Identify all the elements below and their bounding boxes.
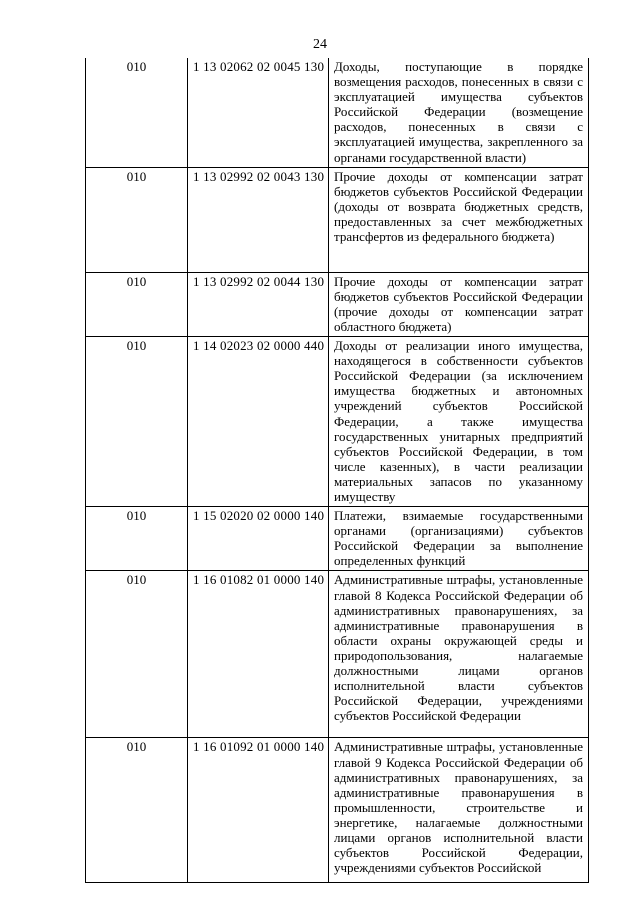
- kbk-code-cell: 1 16 01082 01 0000 140: [188, 571, 329, 738]
- table-row: [86, 738, 589, 883]
- kbk-code-cell: 1 15 02020 02 0000 140: [188, 507, 329, 571]
- kbk-code-cell: 1 16 01092 01 0000 140: [188, 738, 329, 883]
- table-body: [86, 58, 589, 883]
- description-cell: Административные штрафы, установленные главой 9 Кодекса Российской Федерации об административных правонарушениях, за административные правонарушения в промышленности, строительстве и энергетике, налагаемые должностными лицами органов исполнительной власти субъектов Российской Федерации, учреждениями субъектов Российской: [329, 738, 589, 883]
- admin-code-cell: 010: [86, 167, 188, 272]
- description-cell: Платежи, взимаемые государственными органами (организациями) субъектов Российской Федерации за выполнение определенных функций: [329, 507, 589, 571]
- admin-code-cell: 010: [86, 337, 188, 507]
- budget-revenue-codes-table: [85, 58, 589, 883]
- description-cell: Административные штрафы, установленные главой 8 Кодекса Российской Федерации об административных правонарушениях, за административные правонарушения в области охраны окружающей среды и природопользования, налагаемые должностными лицами органов исполнительной власти субъектов Российской Федерации, учреждениями субъектов Российской Федерации: [329, 571, 589, 738]
- description-cell: Прочие доходы от компенсации затрат бюджетов субъектов Российской Федерации (прочие доходы от компенсации затрат областного бюджета): [329, 272, 589, 336]
- admin-code-cell: 010: [86, 507, 188, 571]
- kbk-code-cell: 1 13 02062 02 0045 130: [188, 58, 329, 167]
- kbk-code-cell: 1 13 02992 02 0043 130: [188, 167, 329, 272]
- admin-code-cell: 010: [86, 272, 188, 336]
- table-row: [86, 58, 589, 167]
- table-row: [86, 272, 589, 336]
- table-row: [86, 167, 589, 272]
- description-cell: Доходы, поступающие в порядке возмещения расходов, понесенных в связи с эксплуатацией имущества субъектов Российской Федерации (возмещение расходов, понесенных в связи с эксплуатацией имущества, закрепленного за органами государственной власти): [329, 58, 589, 167]
- description-cell: Доходы от реализации иного имущества, находящегося в собственности субъектов Российской Федерации (за исключением имущества бюджетных и автономных учреждений субъектов Российской Федерации, а также имущества государственных унитарных предприятий субъектов Российской Федерации, в том числе казенных), в части реализации материальных запасов по указанному имуществу: [329, 337, 589, 507]
- table-row: [86, 337, 589, 507]
- kbk-code-cell: 1 13 02992 02 0044 130: [188, 272, 329, 336]
- kbk-code-cell: 1 14 02023 02 0000 440: [188, 337, 329, 507]
- admin-code-cell: 010: [86, 738, 188, 883]
- page-number: 24: [313, 37, 327, 52]
- admin-code-cell: 010: [86, 571, 188, 738]
- admin-code-cell: 010: [86, 58, 188, 167]
- table-row: [86, 571, 589, 738]
- table-row: [86, 507, 589, 571]
- description-cell: Прочие доходы от компенсации затрат бюджетов субъектов Российской Федерации (доходы от возврата бюджетных средств, предоставленных за счет межбюджетных трансфертов из федерального бюджета): [329, 167, 589, 272]
